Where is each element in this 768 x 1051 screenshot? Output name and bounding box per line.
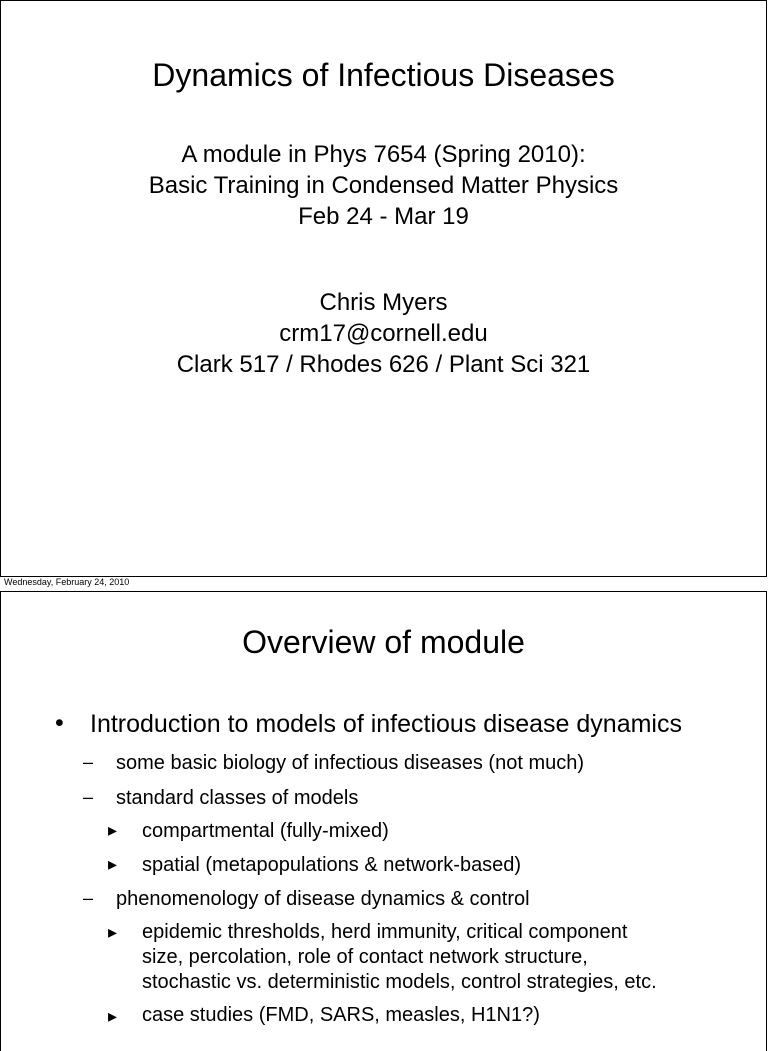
arrow-icon: ▸ (108, 922, 118, 942)
sub-sub-spatial: spatial (metapopulations & network-based) (142, 854, 522, 876)
dash-icon: – (83, 752, 94, 772)
subtitle-course: A module in Phys 7654 (Spring 2010): (181, 141, 586, 168)
bullet-intro: Introduction to models of infectious disease dynamics (90, 710, 682, 738)
overview-slide (0, 591, 767, 1051)
arrow-icon: ▸ (108, 820, 118, 840)
arrow-icon: ▸ (108, 854, 118, 874)
sub-sub-epidemic-3: stochastic vs. deterministic models, control strategies, etc. (142, 971, 657, 993)
sub-sub-compartmental: compartmental (fully-mixed) (142, 820, 389, 842)
sub-sub-epidemic-1: epidemic thresholds, herd immunity, critical component (142, 921, 628, 943)
dash-icon: – (83, 787, 94, 807)
slide-title: Overview of module (242, 624, 525, 660)
sub-sub-epidemic-2: size, percolation, role of contact network structure, (142, 946, 588, 968)
subtitle-dates: Feb 24 - Mar 19 (298, 203, 469, 230)
arrow-icon: ▸ (108, 1006, 118, 1026)
sub-bullet-biology: some basic biology of infectious diseases (not much) (116, 752, 585, 774)
author-name: Chris Myers (319, 289, 448, 316)
subtitle-program: Basic Training in Condensed Matter Physics (148, 172, 619, 199)
sub-sub-case-studies: case studies (FMD, SARS, measles, H1N1?) (142, 1004, 540, 1026)
sub-bullet-phenomenology: phenomenology of disease dynamics & control (116, 888, 530, 910)
slide-title: Dynamics of Infectious Diseases (152, 57, 615, 93)
dash-icon: – (83, 888, 94, 908)
date-label: Wednesday, February 24, 2010 (4, 577, 130, 587)
author-offices: Clark 517 / Rhodes 626 / Plant Sci 321 (176, 351, 591, 378)
bullet-icon: • (55, 709, 64, 737)
sub-bullet-classes: standard classes of models (116, 787, 359, 809)
author-email: crm17@cornell.edu (279, 320, 488, 347)
